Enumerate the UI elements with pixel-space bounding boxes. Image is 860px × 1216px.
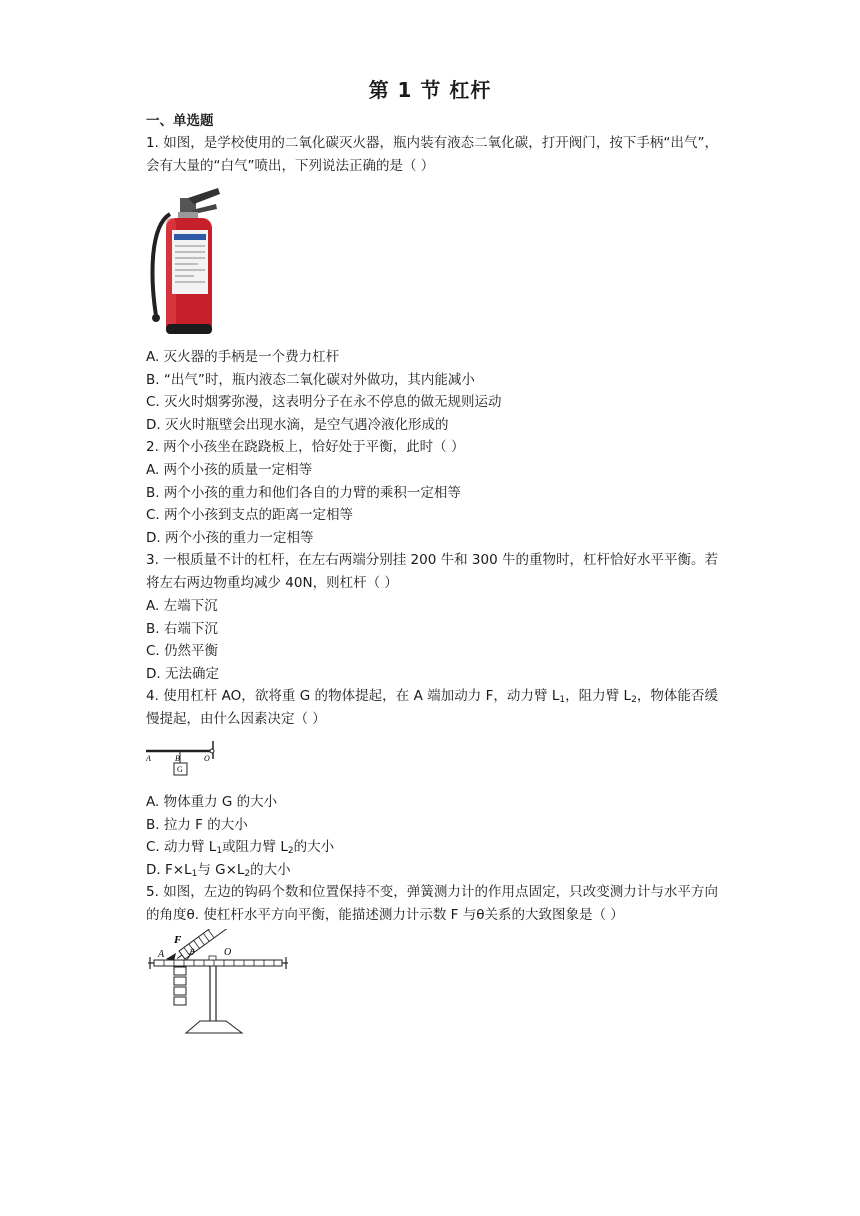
lever-label-o: O bbox=[204, 754, 210, 763]
question-1-stem: 1. 如图，是学校使用的二氧化碳灭火器，瓶内装有液态二氧化碳，打开阀门，按下手柄“出气”，会有大量的“白气”喷出，下列说法正确的是（ ） bbox=[146, 135, 718, 174]
question-4-option-a: A. 物体重力 G 的大小 bbox=[146, 794, 278, 810]
question-4-option-b: B. 拉力 F 的大小 bbox=[146, 816, 248, 833]
question-2-stem: 2. 两个小孩坐在跷跷板上，恰好处于平衡，此时（ ） bbox=[146, 439, 465, 455]
question-3-stem: 3. 一根质量不计的杠杆，在左右两端分别挂 200 牛和 300 牛的重物时，杠杆恰好水平平衡。若将左右两边物重均减少 40N，则杠杆（ ） bbox=[146, 552, 718, 591]
lever-spring-balance-diagram bbox=[146, 929, 292, 1035]
lever-ao-diagram bbox=[146, 741, 222, 785]
question-5-stem: 5. 如图，左边的钩码个数和位置保持不变，弹簧测力计的作用点固定，只改变测力计与水平方向的角度θ. 使杠杆水平方向平衡，能描述测力计示数 F 与θ关系的大致图象是（ ） bbox=[146, 884, 718, 923]
lever-label-b: B bbox=[175, 754, 180, 763]
page-title: 第 1 节 杠杆 bbox=[368, 78, 492, 102]
question-3-option-b: B. 右端下沉 bbox=[146, 620, 218, 637]
question-2-option-d: D. 两个小孩的重力一定相等 bbox=[146, 529, 314, 546]
question-4-stem: 4. 使用杠杆 AO，欲将重 G 的物体提起，在 A 端加动力 F，动力臂 $L_1$，阻力臂 $L_2$，物体能否缓慢提起，由什么因素决定（ ） bbox=[146, 688, 718, 727]
question-1-option-d: D. 灭火时瓶壁会出现水滴，是空气遇冷液化形成的 bbox=[146, 416, 449, 433]
question-1-option-c: C. 灭火时烟雾弥漫，这表明分子在永不停息的做无规则运动 bbox=[146, 394, 502, 410]
content bbox=[146, 110, 718, 1035]
question-3-option-d: D. 无法确定 bbox=[146, 665, 219, 682]
figure5-label-o: O bbox=[224, 947, 232, 958]
figure5-label-a: A bbox=[158, 949, 165, 960]
question-2-option-b: B. 两个小孩的重力和他们各自的力臂的乘积一定相等 bbox=[146, 484, 461, 501]
question-1-option-a: A. 灭火器的手柄是一个费力杠杆 bbox=[146, 349, 340, 365]
question-1-option-b: B. “出气”时，瓶内液态二氧化碳对外做功，其内能减小 bbox=[146, 371, 475, 388]
figure5-label-theta: θ bbox=[190, 947, 195, 957]
weight-label-g: G bbox=[177, 765, 183, 774]
question-2-option-c: C. 两个小孩到支点的距离一定相等 bbox=[146, 507, 354, 523]
question-2-option-a: A. 两个小孩的质量一定相等 bbox=[146, 462, 313, 478]
figure5-label-f: F bbox=[174, 934, 182, 946]
section-heading: 一、单选题 bbox=[146, 113, 214, 129]
question-3-option-a: A. 左端下沉 bbox=[146, 598, 218, 614]
question-4-option-c: C. 动力臂 $L_1$或阻力臂 $L_2$的大小 bbox=[146, 839, 335, 856]
fire-extinguisher-image bbox=[148, 186, 228, 338]
question-4-option-d: D. $F\times L_1$与 $G\times L_2$的大小 bbox=[146, 861, 291, 879]
question-3-option-c: C. 仍然平衡 bbox=[146, 643, 219, 659]
lever-label-a: A bbox=[146, 754, 151, 763]
